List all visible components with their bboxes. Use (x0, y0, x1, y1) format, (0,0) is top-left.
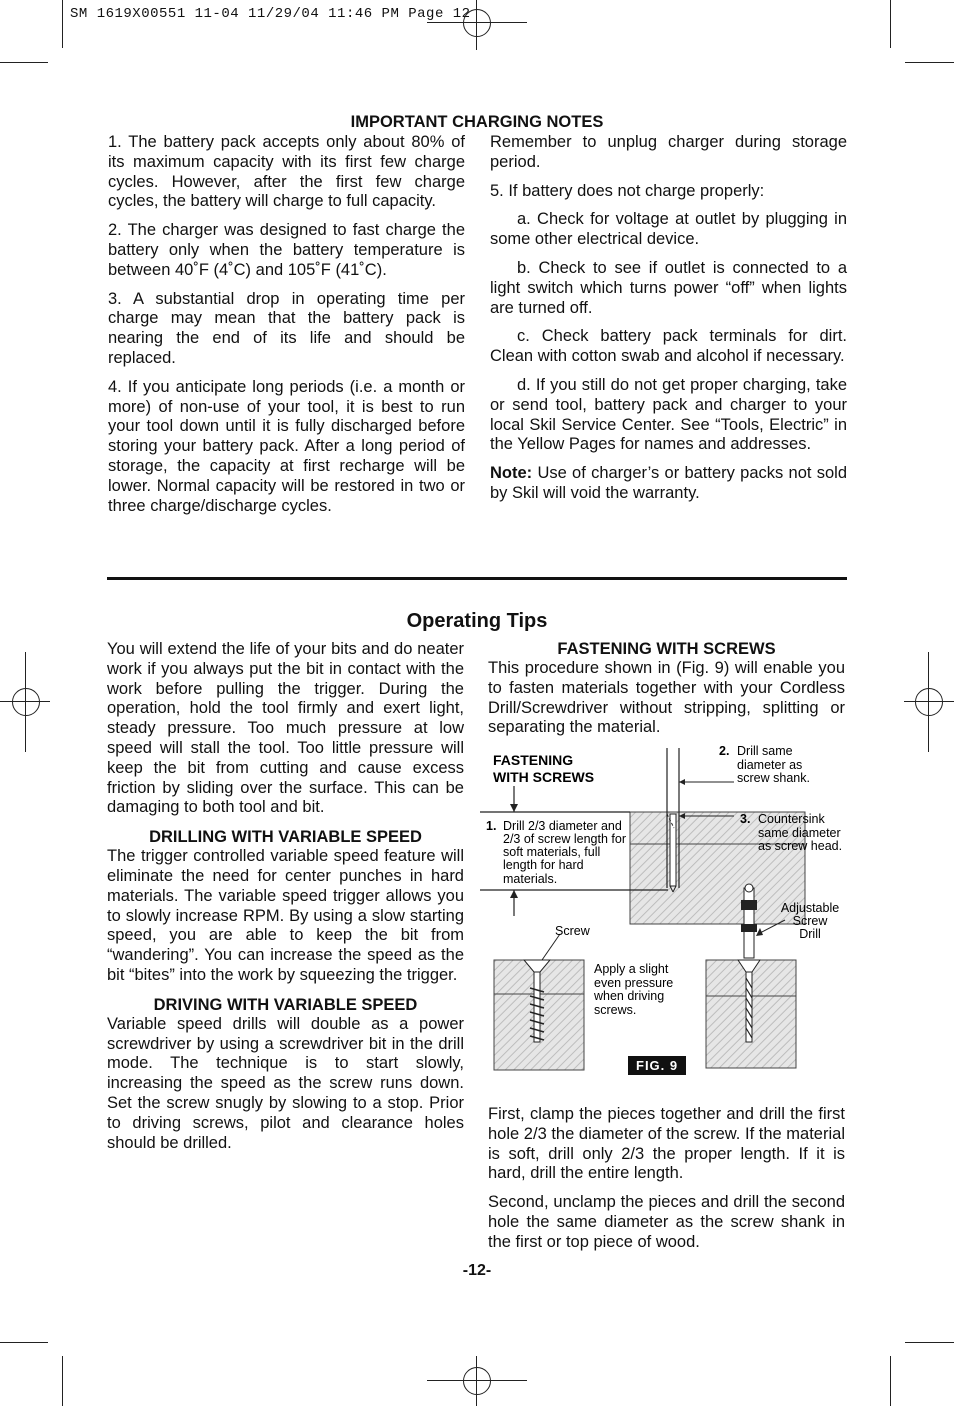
fig-9-label: FIG. 9 (628, 1056, 686, 1075)
fastening-screws-title: FASTENING WITH SCREWS (557, 640, 776, 658)
pressure-line: screws. (594, 1003, 637, 1017)
fastening-steps-text (488, 1105, 845, 1262)
driving-variable-speed-title: DRIVING WITH VARIABLE SPEED (153, 995, 418, 1014)
step-2-number: 2. (719, 744, 730, 758)
step-2-callout (719, 744, 810, 785)
step-3-line: same diameter (758, 826, 841, 840)
charging-note-4: 4. If you anticipate long periods (i.e. a month or more) of non-use of your tool, it is best to run your tool down until it is fully discharged before storing your battery pack. After a long period of storage, the capacity at first recharge will be lower. Normal capacity will be restored in two or three charge/discharge cycles. (108, 377, 465, 515)
step-2-line: diameter as (737, 758, 803, 772)
step-1-number: 1. (486, 819, 497, 833)
step-1-line: materials. (503, 872, 558, 886)
screw-label: Screw (555, 924, 590, 938)
charging-notes-title: IMPORTANT CHARGING NOTES (350, 113, 604, 131)
fastening-screws-text: This procedure shown in (Fig. 9) will enable you to fasten materials together with your Cordless Drill/Screwdriver without stripping, splitting or separating the material. (488, 659, 845, 737)
charging-notes-left-column (108, 133, 465, 525)
pressure-line: even pressure (594, 976, 674, 990)
fig-title-line1: FASTENING (493, 752, 574, 768)
charging-note-2: 2. The charger was designed to fast charge the battery only when the battery temperature is between 40˚F (4˚C) and 105˚F (41˚C). (108, 221, 465, 279)
charging-note-5d: d. If you still do not get proper charging, take or send tool, battery pack and charger to your local Skil Service Center. See “Tools, Electric” in the Yellow Pages for names and addresses. (490, 375, 847, 454)
step-3-line: Countersink (758, 812, 825, 826)
pressure-line: Apply a slight (594, 962, 669, 976)
step-1-line: length for hard (503, 858, 584, 872)
adjustable-drill-line: Drill (799, 927, 821, 941)
section-divider (107, 577, 847, 580)
operating-tips-title: Operating Tips (406, 610, 548, 632)
print-slug-line: SM 1619X00551 11-04 11/29/04 11:46 PM Page 12 (70, 6, 471, 22)
charging-note-4-continued: Remember to unplug charger during storage period. (490, 133, 847, 171)
charging-notes-right-column (490, 133, 847, 513)
charging-note-5a: a. Check for voltage at outlet by plugging in some other electrical device. (490, 210, 847, 249)
drilling-variable-speed-title: DRILLING WITH VARIABLE SPEED (149, 828, 422, 847)
fastening-second-step: Second, unclamp the pieces and drill the second hole the same diameter as the screw shank in the first or top piece of wood. (488, 1193, 845, 1251)
step-2-line: Drill same (737, 744, 793, 758)
step-1-callout (486, 819, 626, 886)
charging-note-3: 3. A substantial drop in operating time per charge may mean that the battery pack is nearing the end of its life and should be replaced. (108, 289, 465, 367)
step-2-line: screw shank. (737, 771, 810, 785)
pressure-note (593, 962, 673, 1017)
charging-note-5: 5. If battery does not charge properly: (490, 181, 765, 200)
step-3-line: as screw head. (758, 839, 843, 853)
operating-tips-right-column (488, 640, 845, 747)
charging-note-1: 1. The battery pack accepts only about 80% of its maximum capacity with its first few charge cycles. However, after the first few charge cycles, the battery will charge to full capacity. (108, 133, 465, 211)
note-label: Note: (490, 464, 533, 483)
fig-9-illustration (480, 738, 850, 1083)
note-text: Use of charger’s or battery packs not sold by Skil will void the warranty. (490, 464, 847, 502)
page-number: -12- (462, 1262, 492, 1279)
step-1-line: 2/3 of screw length for (503, 832, 626, 846)
step-1-line: soft materials, full (503, 845, 601, 859)
fastening-first-step: First, clamp the pieces together and drill the first hole 2/3 the diameter of the screw. If the material is soft, drill only 2/3 the proper length. If it is hard, drill the entire length. (488, 1105, 845, 1183)
drilling-variable-speed-text: The trigger controlled variable speed feature will eliminate the need for center punches in hard materials. The variable speed trigger allows you to slowly increase RPM. By using a slow starting speed, you are able to keep the bit from “wandering”. You can increase the speed as the bit “bites” into the work by squeezing the trigger. (107, 847, 464, 984)
adjustable-drill-line: Screw (792, 914, 828, 928)
fig-title-line2: WITH SCREWS (493, 769, 595, 785)
step-3-number: 3. (740, 812, 751, 826)
step-1-line: Drill 2/3 diameter and (503, 819, 622, 833)
pressure-line: when driving (594, 989, 665, 1003)
charging-note-5c: c. Check battery pack terminals for dirt. Clean with cotton swab and alcohol if necessary. (490, 327, 847, 366)
charging-note-5b: b. Check to see if outlet is connected to a light switch which turns power “off” when lights are turned off. (490, 258, 847, 317)
adjustable-drill-line: Adjustable (780, 901, 840, 915)
operating-tips-left-column (107, 640, 464, 1162)
driving-variable-speed-text: Variable speed drills will double as a power screwdriver by using a screwdriver bit in the drill mode. The technique is to start slowly, increasing the speed as the screw runs down. Set the screw snugly by slowing to a stop. Prior to driving screws, pilot and clearance holes should be drilled. (107, 1014, 464, 1152)
operating-intro: You will extend the life of your bits and do neater work if you always put the bit in contact with the work before pulling the trigger. During the operation, hold the tool firmly and exert light, steady pressure. Too much pressure at low speed will stall the tool. Too little pressure will keep the bit from cutting and cause excess friction by sliding over the surface. This can be damaging to both tool and bit. (107, 640, 464, 817)
charging-note-warranty (490, 464, 847, 504)
pilot-hole (670, 814, 676, 892)
